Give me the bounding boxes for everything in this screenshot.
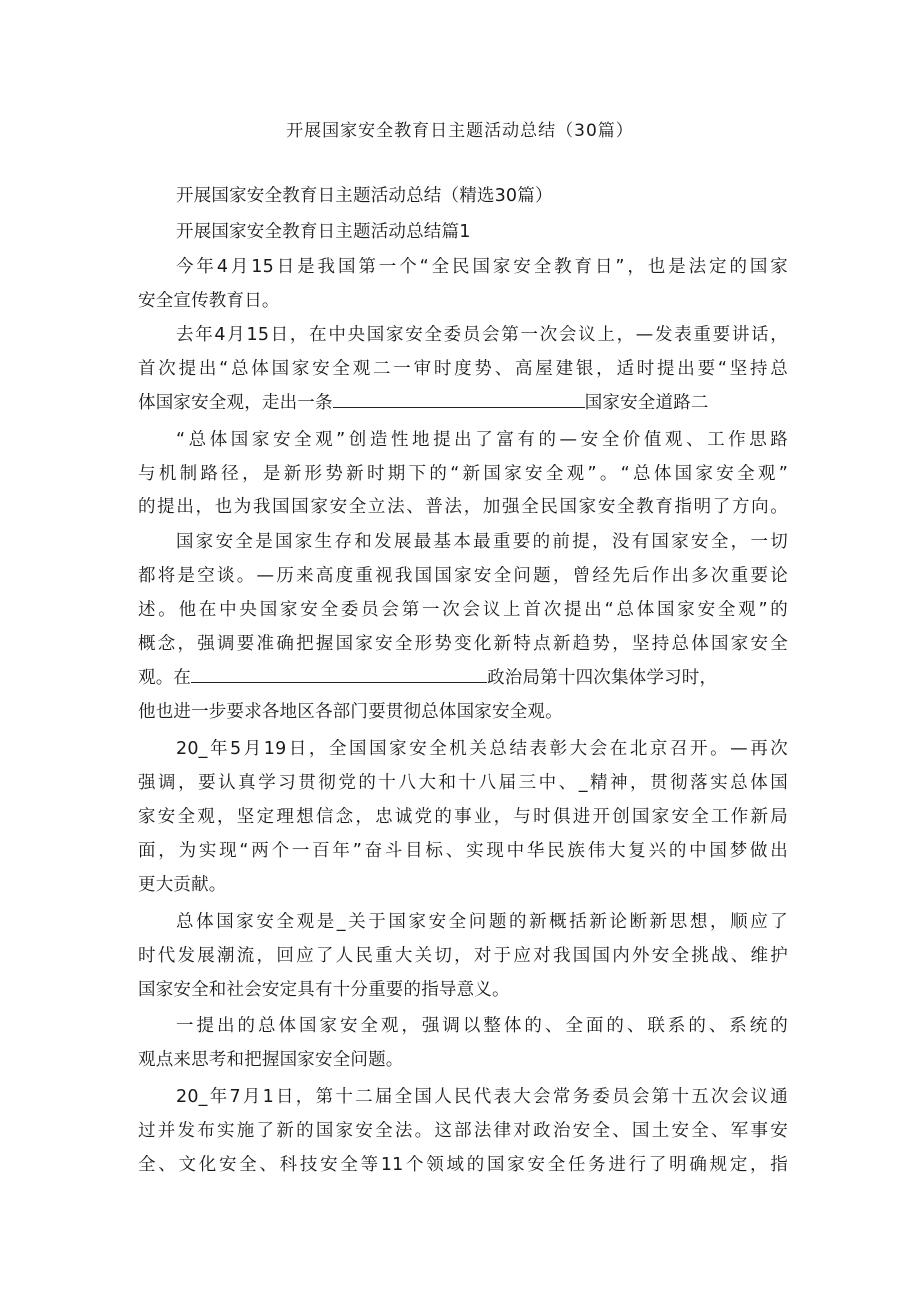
- section-heading: 开展国家安全教育日主题活动总结篇1: [176, 222, 471, 242]
- text-fragment: 观。在: [138, 668, 192, 688]
- paragraph-line: 观点来思考和把握国家安全问题。: [138, 1050, 404, 1070]
- paragraph-line: 与机制路径，是新形势新时期下的“新国家安全观”。“总体国家安全观”: [138, 464, 788, 484]
- paragraph-line: 一提出的总体国家安全观，强调以整体的、全面的、联系的、系统的: [176, 1016, 788, 1036]
- paragraph-line: 家安全观，坚定理想信念，忠诚党的事业，与时俱进开创国家安全工作新局: [138, 807, 788, 827]
- paragraph-line: 强调，要认真学习贯彻党的十八大和十八届三中、_精神，贯彻落实总体国: [138, 773, 788, 793]
- paragraph-line: 20_年5月19日，全国国家安全机关总结表彰大会在北京召开。—再次: [176, 739, 788, 759]
- paragraph-line: “总体国家安全观”创造性地提出了富有的—安全价值观、工作思路: [176, 430, 788, 450]
- paragraph-line: 总体国家安全观是_关于国家安全问题的新概括新论断新思想，顺应了: [176, 912, 788, 932]
- paragraph-line: 时代发展潮流，回应了人民重大关切，对于应对我国国内外安全挑战、维护: [138, 946, 788, 966]
- paragraph-line: 述。他在中央国家安全委员会第一次会议上首次提出“总体国家安全观”的: [138, 600, 788, 620]
- paragraph-line: 国家安全是国家生存和发展最基本最重要的前提，没有国家安全，一切: [176, 532, 788, 552]
- text-fragment: 政治局第十四次集体学习时，: [487, 668, 718, 688]
- paragraph-line: 面，为实现“两个一百年”奋斗目标、实现中华民族伟大复兴的中国梦做出: [138, 841, 788, 861]
- paragraph-line: 今年4月15日是我国第一个“全民国家安全教育日”，也是法定的国家: [176, 257, 788, 277]
- paragraph-line: 国家安全和社会安定具有十分重要的指导意义。: [138, 980, 510, 1000]
- text-fragment: 体国家安全观，走出一条: [138, 393, 333, 413]
- paragraph-line: [138, 665, 788, 691]
- paragraph-line: 的提出，也为我国国家安全立法、普法，加强全民国家安全教育指明了方向。: [138, 497, 788, 517]
- paragraph-line: 全、文化安全、科技安全等11个领域的国家安全任务进行了明确规定，指: [138, 1155, 788, 1175]
- paragraph-line: 安全宣传教育日。: [138, 291, 280, 311]
- paragraph-line: 概念，强调要准确把握国家安全形势变化新特点新趋势，坚持总体国家安全: [138, 634, 788, 654]
- paragraph-line: 都将是空谈。—历来高度重视我国国家安全问题，曾经先后作出多次重要论: [138, 566, 788, 586]
- fill-in-blank: [191, 666, 487, 683]
- subtitle: 开展国家安全教育日主题活动总结（精选30篇）: [176, 186, 553, 206]
- paragraph-line: 过并发布实施了新的国家安全法。这部法律对政治安全、国土安全、军事安: [138, 1121, 788, 1141]
- fill-in-blank: [333, 391, 585, 408]
- paragraph-line: 去年4月15日，在中央国家安全委员会第一次会议上，—发表重要讲话，: [176, 325, 788, 345]
- document-title: 开展国家安全教育日主题活动总结（30篇）: [286, 121, 634, 141]
- paragraph-line: 首次提出“总体国家安全观二一审时度势、高屋建银，适时提出要“坚持总: [138, 359, 788, 379]
- paragraph-line: 20_年7月1日，第十二届全国人民代表大会常务委员会第十五次会议通: [176, 1087, 788, 1107]
- paragraph-line: 更大贡献。: [138, 875, 227, 895]
- text-fragment: 国家安全道路二: [584, 393, 709, 413]
- paragraph-line: 他也进一步要求各地区各部门要贯彻总体国家安全观。: [138, 702, 563, 722]
- paragraph-line: [138, 390, 788, 416]
